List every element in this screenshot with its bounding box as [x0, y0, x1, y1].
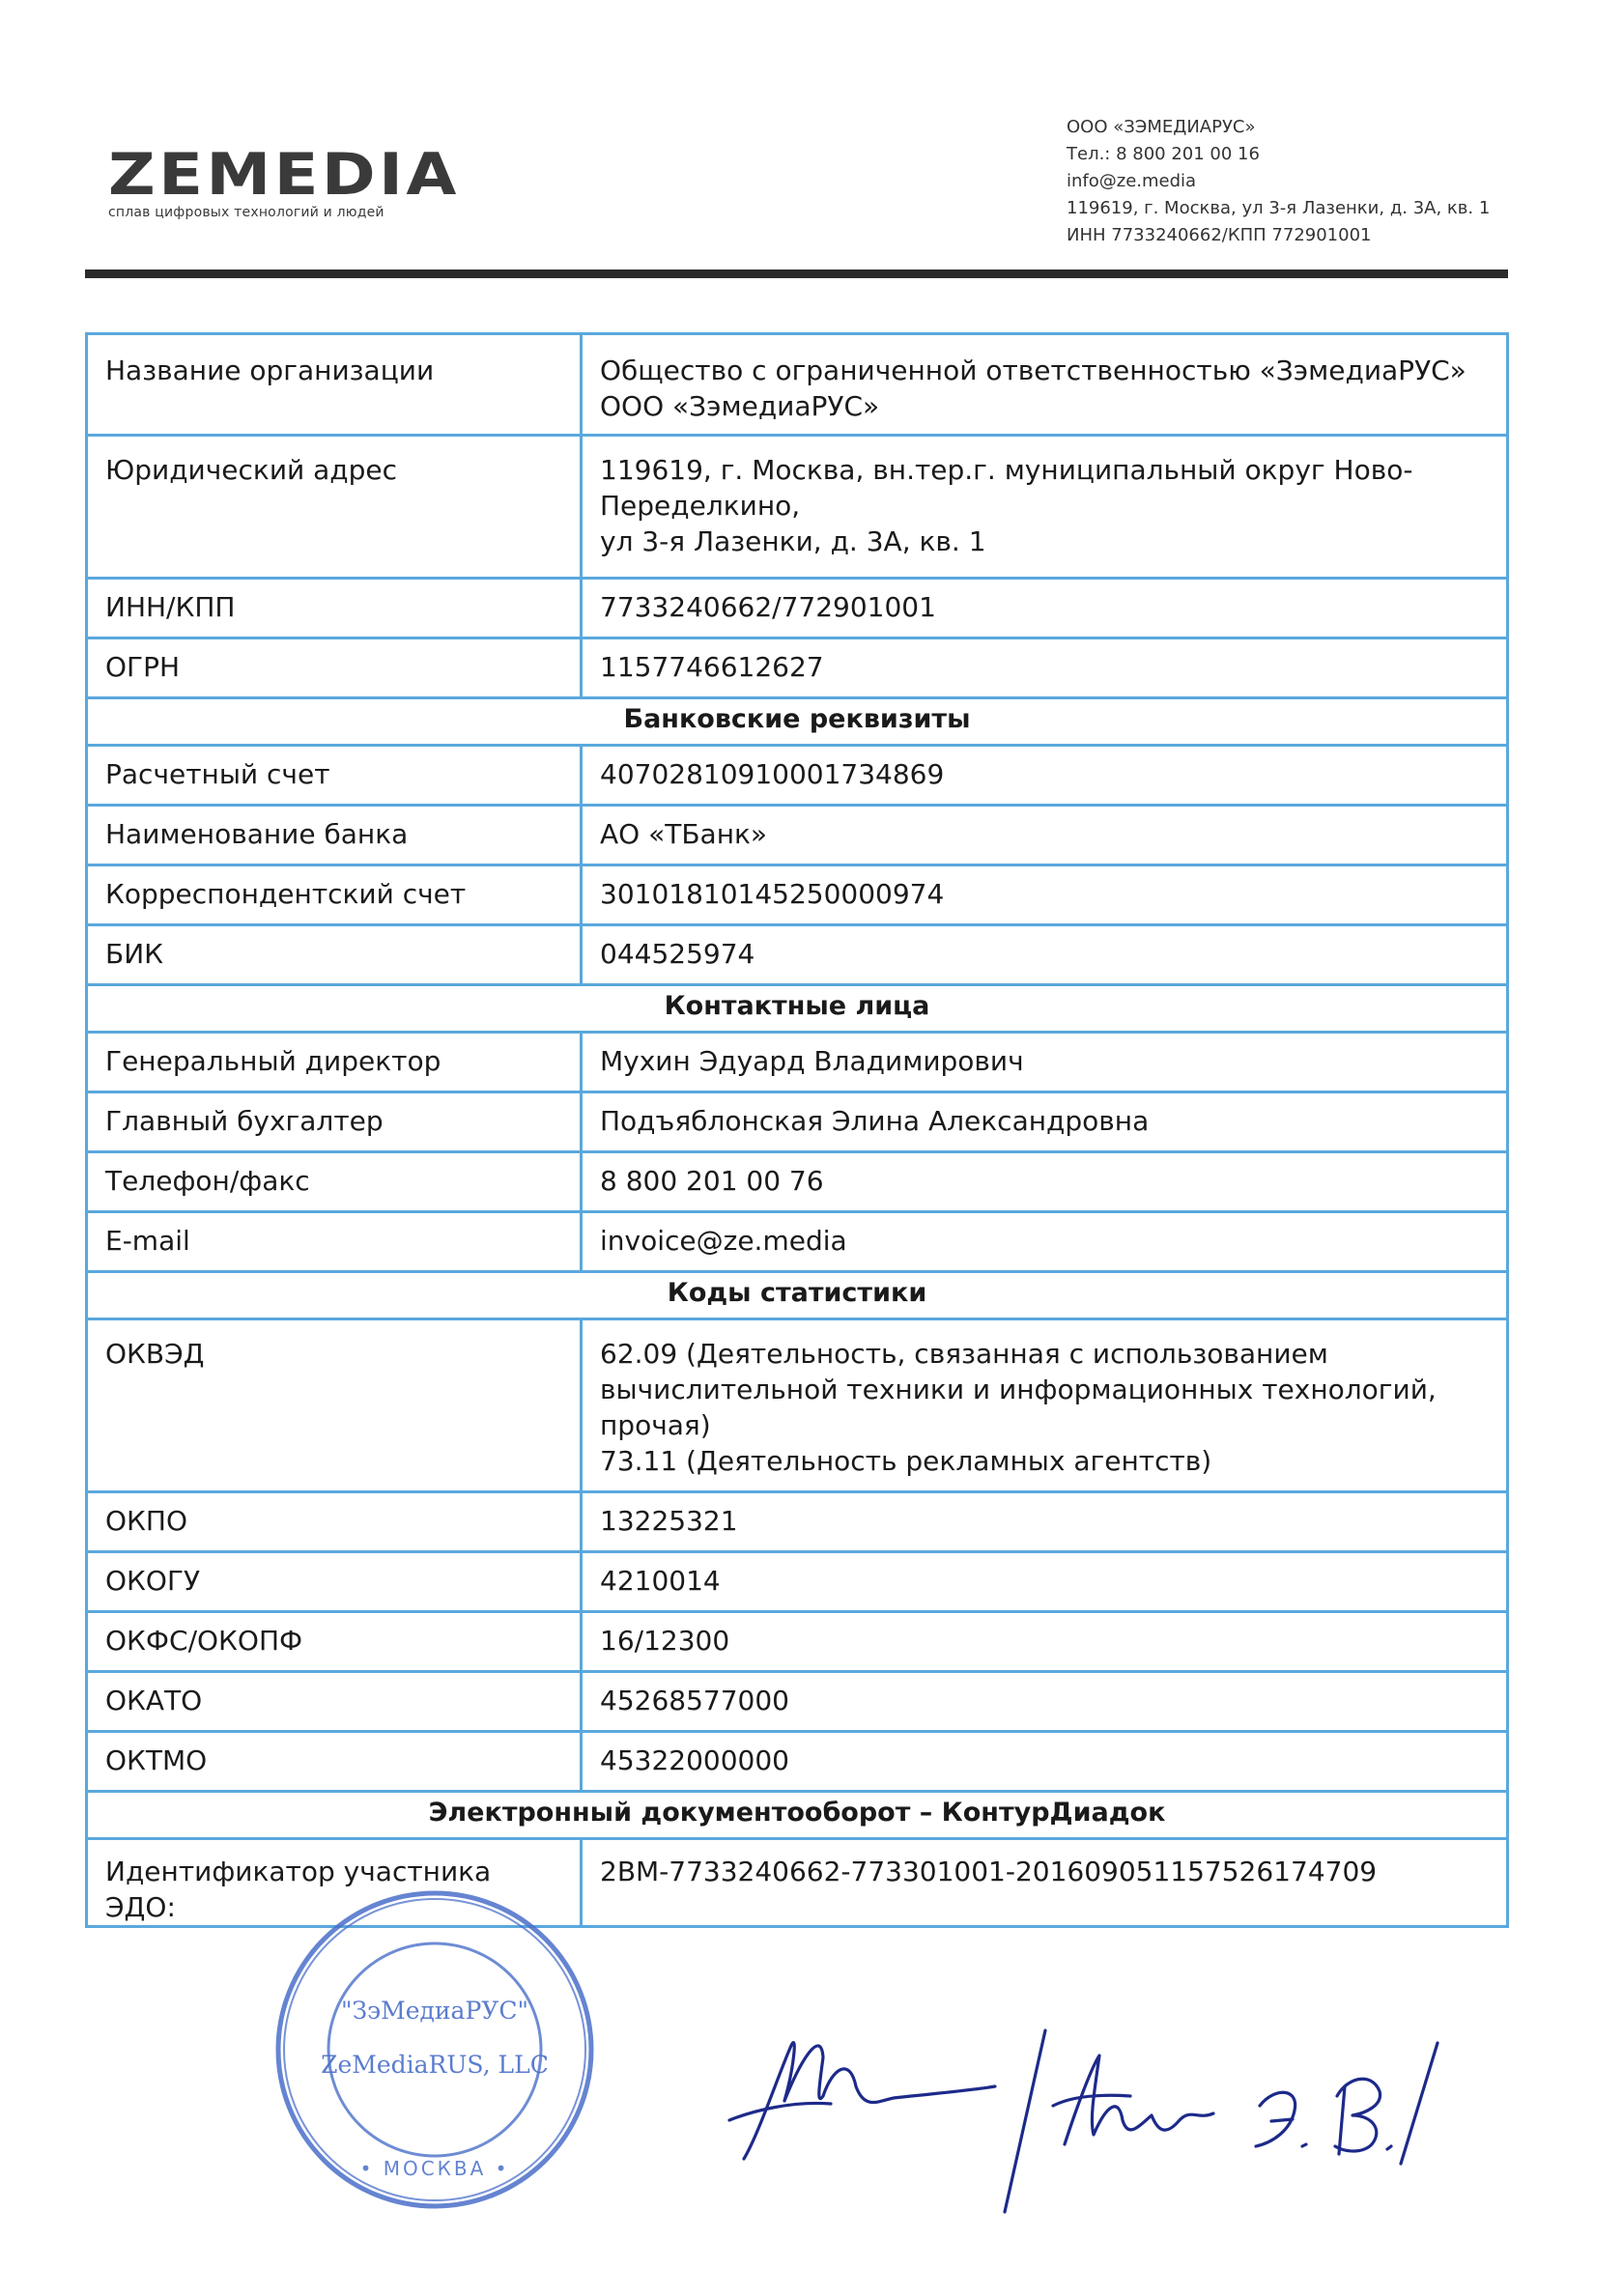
oktmo-value: 45322000000 — [582, 1732, 1508, 1792]
company-seal — [278, 1893, 1551, 2296]
email-label: E-mail — [87, 1212, 582, 1272]
company-logo — [108, 141, 460, 220]
table-row — [87, 1612, 1508, 1672]
org-name-value — [582, 334, 1508, 436]
table-row — [87, 638, 1508, 698]
okato-value: 45268577000 — [582, 1672, 1508, 1732]
company-inn-line: ИНН 7733240662/КПП 772901001 — [1067, 225, 1372, 245]
table-row — [87, 746, 1508, 806]
section-header-row — [87, 1272, 1508, 1319]
okpo-label: ОКПО — [87, 1492, 582, 1552]
okogu-value: 4210014 — [582, 1552, 1508, 1612]
edo-id-label: Идентификатор участника ЭДО: — [87, 1839, 582, 1927]
seal-name-en: ZeMediaRUS, LLC — [321, 2051, 549, 2079]
table-row — [87, 1212, 1508, 1272]
seal-city: • МОСКВА • — [359, 2157, 510, 2180]
general-director-label: Генеральный директор — [87, 1033, 582, 1092]
edo-id-value: 2BM-7733240662-773301001-201609051157526174709 — [582, 1839, 1508, 1927]
inn-kpp-value: 7733240662/772901001 — [582, 579, 1508, 638]
okved-line-4: 73.11 (Деятельность рекламных агентств) — [600, 1445, 1212, 1477]
table-row — [87, 865, 1508, 925]
table-row — [87, 334, 1508, 436]
chief-accountant-label: Главный бухгалтер — [87, 1092, 582, 1152]
okato-label: ОКАТО — [87, 1672, 582, 1732]
table-row — [87, 1732, 1508, 1792]
bank-details-heading: Банковские реквизиты — [87, 698, 1508, 746]
header-divider — [85, 269, 1508, 278]
company-name-line: ООО «ЗЭМЕДИАРУС» — [1067, 117, 1256, 137]
bank-name-label: Наименование банка — [87, 806, 582, 865]
section-header-row — [87, 985, 1508, 1033]
seal-name-ru: "ЗэМедиаРУС" — [341, 1997, 528, 2025]
org-name-short: ООО «ЗэмедиаРУС» — [600, 390, 880, 422]
org-name-label: Название организации — [87, 334, 582, 436]
table-row — [87, 1839, 1508, 1927]
company-email-line: info@ze.media — [1067, 171, 1197, 191]
legal-address-line-3: ул 3-я Лазенки, д. 3А, кв. 1 — [600, 525, 986, 557]
okved-line-3: прочая) — [600, 1409, 711, 1441]
table-row — [87, 1552, 1508, 1612]
logo-wordmark: ZEMEDIA — [108, 141, 460, 209]
account-value: 40702810910001734869 — [582, 746, 1508, 806]
okpo-value: 13225321 — [582, 1492, 1508, 1552]
ogrn-label: ОГРН — [87, 638, 582, 698]
account-label: Расчетный счет — [87, 746, 582, 806]
inn-kpp-label: ИНН/КПП — [87, 579, 582, 638]
bank-name-value: АО «ТБанк» — [582, 806, 1508, 865]
signature-text: Мухин Э. В. — [1, 1, 8, 2]
handwritten-signature — [729, 2030, 1438, 2212]
legal-address-label: Юридический адрес — [87, 436, 582, 579]
logo-tagline: сплав цифровых технологий и людей — [108, 205, 384, 220]
chief-accountant-value: Подъяблонская Элина Александровна — [582, 1092, 1508, 1152]
table-row — [87, 1092, 1508, 1152]
stats-codes-heading: Коды статистики — [87, 1272, 1508, 1319]
legal-address-line-1: 119619, г. Москва, вн.тер.г. муниципальный округ Ново- — [600, 454, 1413, 486]
table-row — [87, 579, 1508, 638]
email-value: invoice@ze.media — [582, 1212, 1508, 1272]
oktmo-label: ОКТМО — [87, 1732, 582, 1792]
company-address-line: 119619, г. Москва, ул 3-я Лазенки, д. 3А, кв. 1 — [1067, 198, 1491, 218]
ogrn-value: 1157746612627 — [582, 638, 1508, 698]
legal-address-value — [582, 436, 1508, 579]
okfs-value: 16/12300 — [582, 1612, 1508, 1672]
corr-account-label: Корреспондентский счет — [87, 865, 582, 925]
company-contact-block — [1067, 114, 1490, 249]
requisites-table — [85, 332, 1509, 1928]
table-row — [87, 436, 1508, 579]
phone-label: Телефон/факс — [87, 1152, 582, 1212]
okogu-label: ОКОГУ — [87, 1552, 582, 1612]
section-header-row — [87, 1792, 1508, 1839]
general-director-value: Мухин Эдуард Владимирович — [582, 1033, 1508, 1092]
table-row — [87, 806, 1508, 865]
phone-value: 8 800 201 00 76 — [582, 1152, 1508, 1212]
bik-value: 044525974 — [582, 925, 1508, 985]
legal-address-line-2: Переделкино, — [600, 490, 801, 522]
section-header-row — [87, 698, 1508, 746]
okved-label: ОКВЭД — [87, 1319, 582, 1492]
corr-account-value: 30101810145250000974 — [582, 865, 1508, 925]
company-phone-line: Тел.: 8 800 201 00 16 — [1067, 144, 1260, 164]
table-row — [87, 925, 1508, 985]
table-row — [87, 1492, 1508, 1552]
edo-heading: Электронный документооборот – КонтурДиадок — [87, 1792, 1508, 1839]
table-row — [87, 1033, 1508, 1092]
table-row — [87, 1672, 1508, 1732]
bik-label: БИК — [87, 925, 582, 985]
okved-line-1: 62.09 (Деятельность, связанная с использованием — [600, 1338, 1328, 1370]
okved-value — [582, 1319, 1508, 1492]
contacts-heading: Контактные лица — [87, 985, 1508, 1033]
okved-line-2: вычислительной техники и информационных технологий, — [600, 1374, 1437, 1405]
okfs-label: ОКФС/ОКОПФ — [87, 1612, 582, 1672]
table-row — [87, 1319, 1508, 1492]
org-name-full: Общество с ограниченной ответственностью «ЗэмедиаРУС» — [600, 354, 1466, 386]
table-row — [87, 1152, 1508, 1212]
